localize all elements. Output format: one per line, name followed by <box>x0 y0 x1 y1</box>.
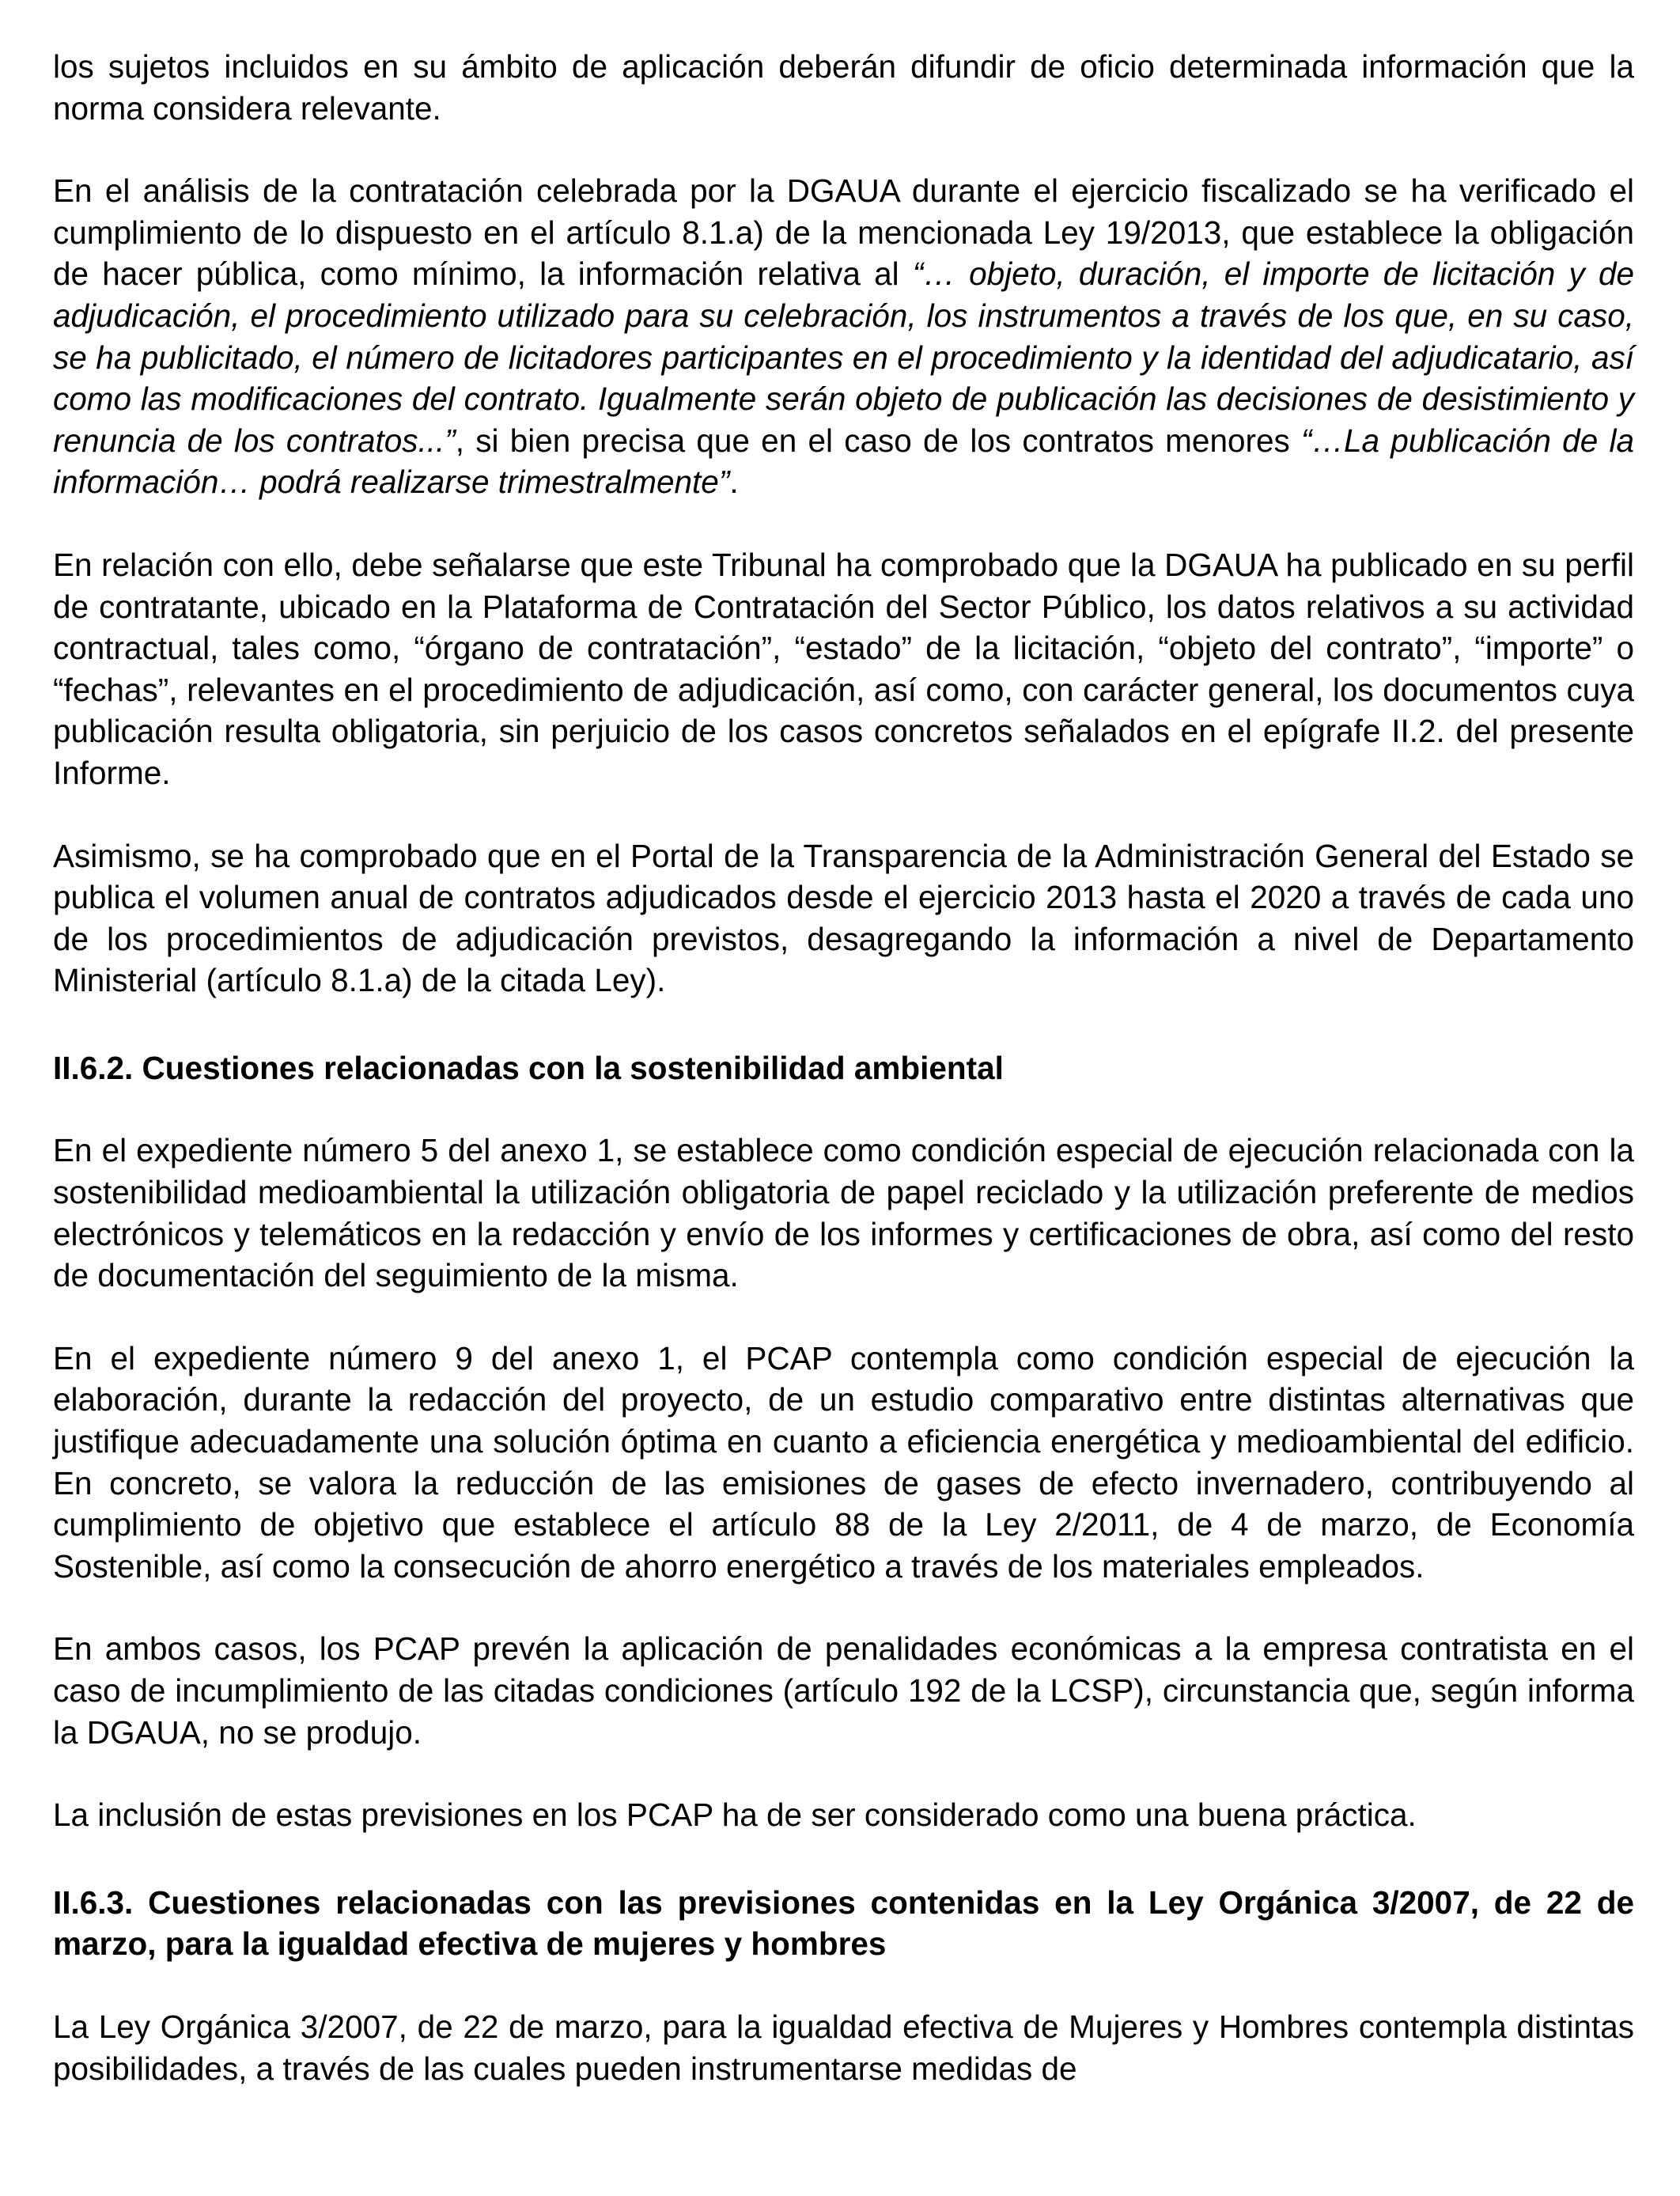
paragraph-equality-law: La Ley Orgánica 3/2007, de 22 de marzo, para la igualdad efectiva de Mujeres y Hombres contempla distintas posibilidades, a través de las cuales pueden instrumentarse medidas de <box>53 2008 1634 2087</box>
quoted-law-text: “… objeto, duración, el importe de licitación y de adjudicación, el procedimiento utilizado para su celebración, los instrumentos a través de los que, en su caso, se ha publicitado, el número de licitadores participantes en el procedimiento y la identidad del adjudicatario, así como las modificaciones del contrato. Igualmente serán objeto de publicación las decisiones de desistimiento y renuncia de los contratos...” <box>53 256 1634 459</box>
paragraph-text: . <box>729 464 739 501</box>
paragraph-file-5: En el expediente número 5 del anexo 1, se establece como condición especial de ejecución relacionada con la sostenibilidad medioambiental la utilización obligatoria de papel reciclado y la utilización preferente de medios electrónicos y telemáticos en la redacción y envío de los informes y certificaciones de obra, así como del resto de documentación del seguimiento de la misma. <box>53 1132 1634 1294</box>
paragraph-good-practice: La inclusión de estas previsiones en los PCAP ha de ser considerado como una buena práctica. <box>53 1797 1417 1834</box>
section-heading-equality: II.6.3. Cuestiones relacionadas con las previsiones contenidas en la Ley Orgánica 3/2007, de 22 de marzo, para la igualdad efectiva de mujeres y hombres <box>53 1884 1634 1963</box>
section-heading-sustainability: II.6.2. Cuestiones relacionadas con la sostenibilidad ambiental <box>53 1049 1004 1086</box>
paragraph-text: En el análisis de la contratación celebrada por la DGAUA durante el ejercicio fiscalizado se ha verificado el cumplimiento de lo dispuesto en el artículo 8.1.a) de la mencionada Ley 19/2013, que establece la obligación de hacer pública, como mínimo, la información relativa al <box>53 172 1634 293</box>
paragraph-scope: los sujetos incluidos en su ámbito de aplicación deberán difundir de oficio determinada información que la norma considera relevante. <box>53 48 1634 127</box>
paragraph-contractor-profile: En relación con ello, debe señalarse que este Tribunal ha comprobado que la DGAUA ha publicado en su perfil de contratante, ubicado en la Plataforma de Contratación del Sector Público, los datos relativos a su actividad contractual, tales como, “órgano de contratación”, “estado” de la licitación, “objeto del contrato”, “importe” o “fechas”, relevantes en el procedimiento de adjudicación, así como, con carácter general, los documentos cuya publicación resulta obligatoria, sin perjuicio de los casos concretos señalados en el epígrafe II.2. del presente Informe. <box>53 546 1634 791</box>
paragraph-penalties: En ambos casos, los PCAP prevén la aplicación de penalidades económicas a la empresa contratista en el caso de incumplimiento de las citadas condiciones (artículo 192 de la LCSP), circunstancia que, según informa la DGAUA, no se produjo. <box>53 1630 1634 1751</box>
paragraph-contract-analysis <box>53 170 1634 503</box>
paragraph-file-9: En el expediente número 9 del anexo 1, el PCAP contempla como condición especial de ejecución la elaboración, durante la redacción del proyecto, de un estudio comparativo entre distintas alternativas que justifique adecuadamente una solución óptima en cuanto a eficiencia energética y medioambiental del edificio. En concreto, se valora la reducción de las emisiones de gases de efecto invernadero, contribuyendo al cumplimiento de objetivo que establece el artículo 88 de la Ley 2/2011, de 4 de marzo, de Economía Sostenible, así como la consecución de ahorro energético a través de los materiales empleados. <box>53 1339 1634 1585</box>
document-page <box>53 46 1634 2089</box>
paragraph-transparency-portal: Asimismo, se ha comprobado que en el Portal de la Transparencia de la Administración General del Estado se publica el volumen anual de contratos adjudicados desde el ejercicio 2013 hasta el 2020 a través de cada uno de los procedimientos de adjudicación previstos, desagregando la información a nivel de Departamento Ministerial (artículo 8.1.a) de la citada Ley). <box>53 837 1634 999</box>
paragraph-text: , si bien precisa que en el caso de los contratos menores <box>455 422 1302 459</box>
quoted-law-text: “…La publicación de la información… podrá realizarse trimestralmente” <box>53 422 1634 501</box>
